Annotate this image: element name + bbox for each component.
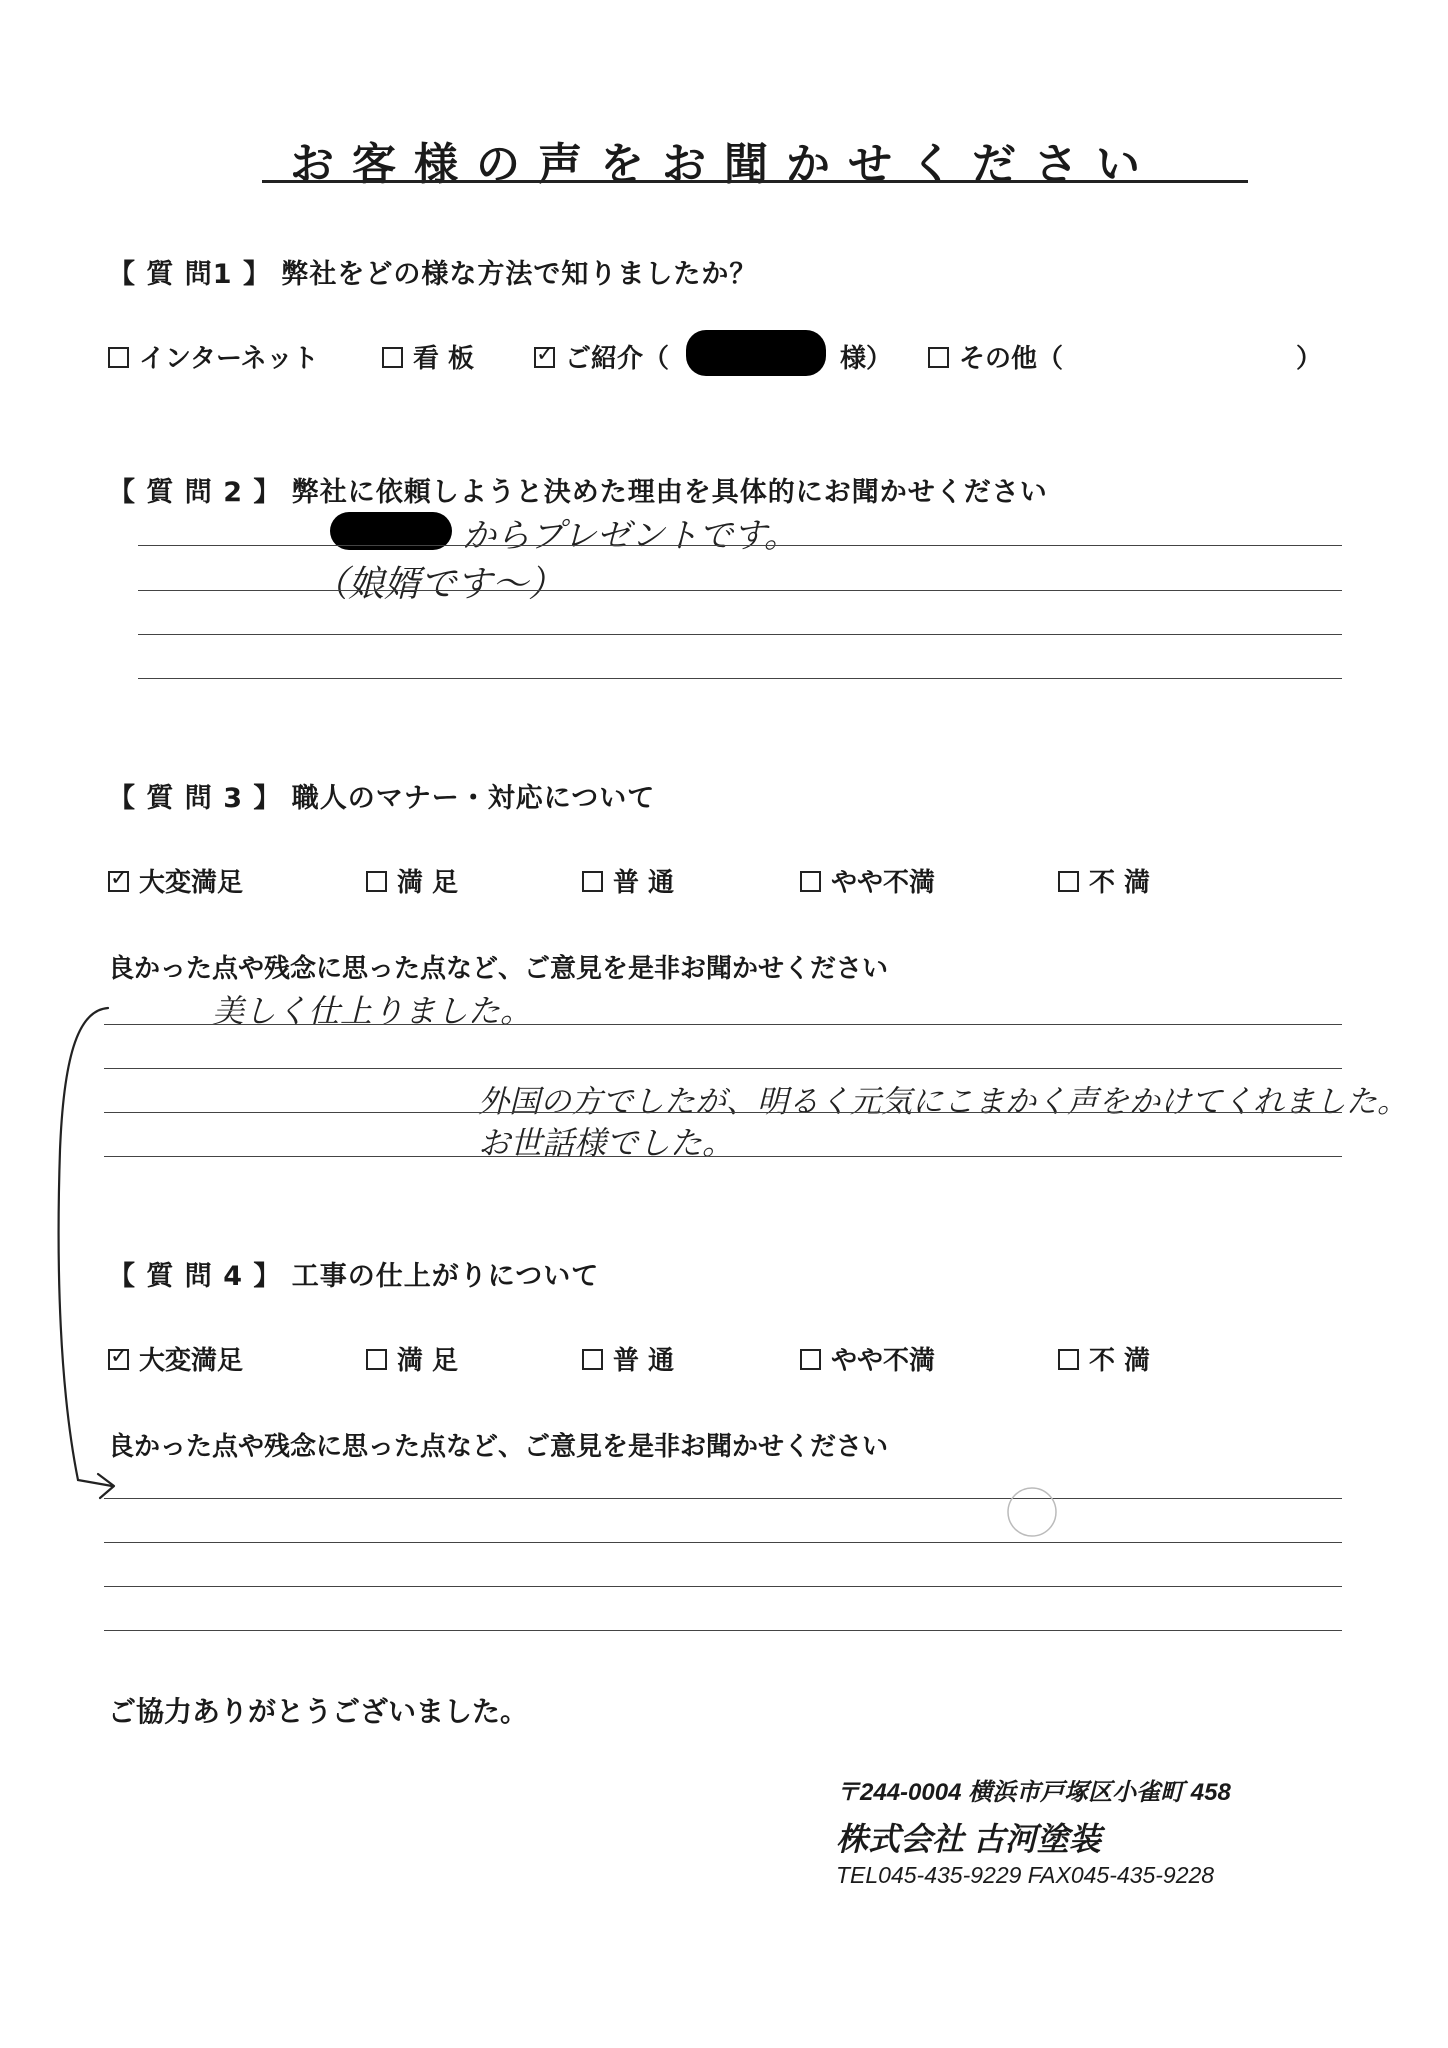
q3-comment-line-3: お世話様でした。	[478, 1124, 735, 1162]
answer-line	[104, 1068, 1342, 1069]
q4-option-dissatisfied[interactable]: 不 満	[1058, 1340, 1150, 1377]
q3-comment-line-2: 外国の方でしたが、明るく元気にこまかく声をかけてくれました。	[478, 1084, 1408, 1120]
title-underline	[262, 180, 1248, 183]
answer-line	[104, 1542, 1342, 1543]
checkbox-icon[interactable]	[800, 1349, 821, 1370]
q2-answer-line-2: （娘婿です〜）	[312, 564, 565, 605]
q4-option-slightly-dissatisfied[interactable]: やや不満	[800, 1340, 935, 1377]
q3-option-very-satisfied[interactable]: ✓大変満足	[108, 862, 243, 899]
question-3-label: 【 質 問 3 】 職人のマナー・対応について	[108, 783, 656, 814]
form-title: お客様の声をお聞かせください	[290, 139, 1158, 190]
answer-line	[138, 634, 1342, 635]
q3-option-neutral[interactable]: 普 通	[582, 862, 674, 899]
q1-option-signboard[interactable]: 看 板	[382, 338, 474, 375]
checkbox-icon[interactable]	[1058, 1349, 1079, 1370]
handwritten-arrow-icon	[20, 990, 120, 1510]
answer-line	[138, 545, 1342, 546]
thanks-message: ご協力ありがとうございました。	[108, 1695, 529, 1728]
checked-checkbox-icon[interactable]	[534, 347, 555, 368]
q1-option-internet[interactable]: インターネット	[108, 338, 319, 375]
q3-option-dissatisfied[interactable]: 不 満	[1058, 862, 1150, 899]
checkbox-icon[interactable]	[800, 871, 821, 892]
answer-line	[104, 1112, 1342, 1113]
q3-option-satisfied[interactable]: 満 足	[366, 862, 458, 899]
checked-checkbox-icon[interactable]	[108, 871, 129, 892]
answer-line	[104, 1156, 1342, 1157]
q1-referral-suffix: 様）	[840, 344, 893, 374]
answer-line	[104, 1630, 1342, 1631]
company-name: 株式会社 古河塗装	[836, 1821, 1101, 1857]
q1-option-referral[interactable]: ✓ ご紹介（	[534, 338, 669, 375]
q4-option-very-satisfied[interactable]: ✓大変満足	[108, 1340, 243, 1377]
answer-line	[104, 1024, 1342, 1025]
checkbox-icon[interactable]	[366, 1349, 387, 1370]
checkbox-icon[interactable]	[582, 1349, 603, 1370]
answer-line	[104, 1498, 1342, 1499]
checkbox-icon[interactable]	[928, 347, 949, 368]
q1-option-other[interactable]: その他（	[928, 338, 1063, 375]
q2-answer-line-1: からプレゼントです。	[462, 516, 798, 556]
q3-comment-prompt: 良かった点や残念に思った点など、ご意見を是非お聞かせください	[108, 954, 889, 984]
q3-option-slightly-dissatisfied[interactable]: やや不満	[800, 862, 935, 899]
checkbox-icon[interactable]	[366, 871, 387, 892]
company-address: 〒244-0004 横浜市戸塚区小雀町 458	[836, 1779, 1231, 1806]
q4-comment-prompt: 良かった点や残念に思った点など、ご意見を是非お聞かせください	[108, 1432, 889, 1462]
faint-circle-mark	[1004, 1484, 1060, 1540]
q1-other-close: ）	[1296, 344, 1323, 374]
answer-line	[104, 1586, 1342, 1587]
answer-line	[138, 590, 1342, 591]
checkbox-icon[interactable]	[1058, 871, 1079, 892]
q4-option-neutral[interactable]: 普 通	[582, 1340, 674, 1377]
q3-comment-line-1: 美しく仕上りました。	[212, 992, 533, 1030]
answer-line	[138, 678, 1342, 679]
checkbox-icon[interactable]	[382, 347, 403, 368]
question-4-label: 【 質 問 4 】 工事の仕上がりについて	[108, 1261, 600, 1292]
question-2-label: 【 質 問 2 】 弊社に依頼しようと決めた理由を具体的にお聞かせください	[108, 477, 1048, 508]
redacted-referrer-name	[686, 330, 826, 376]
q4-option-satisfied[interactable]: 満 足	[366, 1340, 458, 1377]
checkbox-icon[interactable]	[582, 871, 603, 892]
checkbox-icon[interactable]	[108, 347, 129, 368]
company-contact: TEL045-435-9229 FAX045-435-9228	[836, 1862, 1215, 1888]
question-1-label: 【 質 問1 】 弊社をどの様な方法で知りましたか？	[108, 259, 758, 290]
